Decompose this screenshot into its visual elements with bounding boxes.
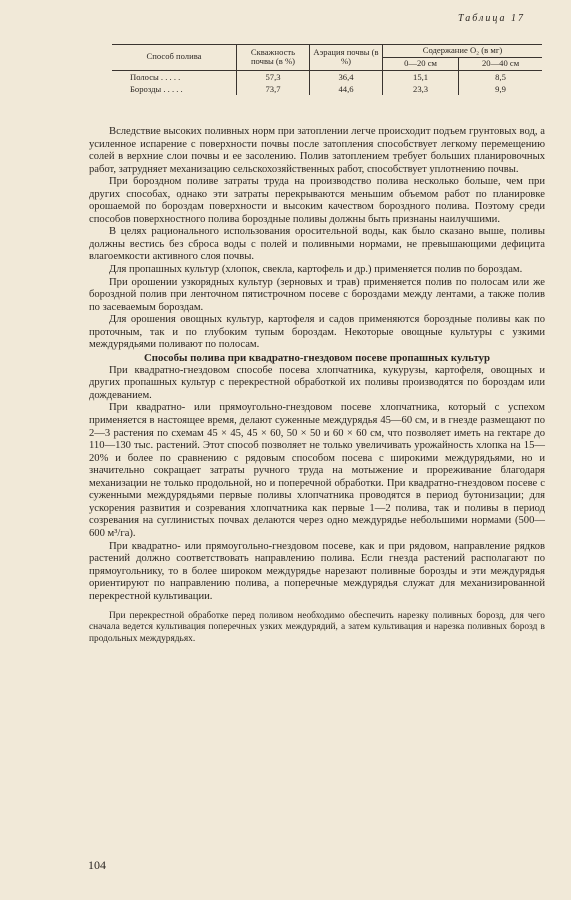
header-aeration: Аэрация почвы (в %) — [310, 45, 383, 71]
row-method: Борозды . . . . . — [130, 83, 183, 94]
table-row — [112, 83, 542, 95]
footnote: При перекрестной обработке перед поливом необходимо обеспечить нарезку поливных борозд, для чего сначала ведется культивация поперечных узких междурядий, а затем культивация и нарезка поливных борозд в продольных междурядьях. — [89, 611, 545, 644]
paragraph: При орошении узкорядных культур (зерновых и трав) применяется полив по полосам или же бороздной полив при ленточном пятистрочном посеве с бороздами между лентами, а также полив по засеваемым бороздам. — [89, 276, 545, 313]
data-table — [112, 44, 542, 95]
table-label: Таблица 17 — [458, 13, 525, 24]
paragraph: Для пропашных культур (хлопок, свекла, картофель и др.) применяется полив по бороздам. — [109, 264, 523, 276]
paragraph: Для орошения овощных культур, картофеля и садов применяются бороздные поливы как по проточным, так и по глубоким тупым бороздам. Некоторые овощные культуры с узкими междурядьями поливают по полосам. — [89, 314, 545, 351]
header-oxygen: Содержание O₂ (в мг) — [383, 45, 543, 58]
paragraph: В целях рационального использования оросительной воды, как было сказано выше, поливы должны вестись без сброса воды с полей и поливными нормами, не превышающими дефицита влагоемкости активного слоя почвы. — [89, 226, 545, 263]
row-o2-depth1: 23,3 — [383, 83, 459, 95]
row-aeration: 44,6 — [310, 83, 383, 95]
row-method: Полосы . . . . . — [130, 71, 181, 82]
header-method: Способ полива — [112, 45, 237, 71]
paragraph: При бороздном поливе затраты труда на производство полива несколько больше, чем при других способах, однако эти затраты перекрываются меньшим объемом работ по планировке орошаемой по бороздам поверхности и высоким качеством бороздного полива. Поэтому среди способов поверхностного полива бороздные поливы должны быть признаны наилучшими. — [89, 176, 545, 225]
paragraph: При квадратно-гнездовом способе посева хлопчатника, кукурузы, картофеля, овощных и других пропашных культур с перекрестной обработкой их поливы производятся по бороздам или дождеванием. — [89, 364, 545, 401]
section-heading: Способы полива при квадратно-гнездовом посеве пропашных культур — [143, 351, 491, 364]
body-text — [89, 126, 545, 645]
row-o2-depth2: 8,5 — [459, 70, 542, 82]
paragraph: При квадратно- или прямоугольно-гнездовом посеве хлопчатника, который с успехом применяется в настоящее время, делают суженные междурядья 45—60 см, и в гнезде размещают по 2—3 растения по схемам 45 × 45, 45 × 60, 50 × 50 и 60 × 60 см, что позволяет иметь на гектаре до 110—130 тыс. растений. Этот способ позволяет не только увеличивать урожайность хлопка на 15—20% и более по сравнению с рядовым способом посева с широкими междурядьями, но и значительно сокращает затраты ручного труда на мотыжение и прореживание благодаря механизации не только продольной, но и поперечной обработки. При квадратно-гнездовом посеве с суженными междурядьями первые поливы хлопчатника проводятся в период бутонизации; для ускорения развития и созревания хлопчатника как первые 1—2 полива, так и поливы в период созревания на суглинистых почвах делаются через одно междурядье небольшими нормами (500—600 м³/га). — [89, 402, 545, 539]
page-number: 104 — [88, 858, 106, 872]
header-depth-2: 20—40 см — [459, 57, 542, 70]
paragraph: При квадратно- или прямоугольно-гнездовом посеве, как и при рядовом, направление рядков растений должно соответствовать направлению полива. Если гнезда растений располагают по прямоугольнику, то в более широком междурядье нарезают поливные борозды и эти междурядья ориентируют по направлению полива, а поперечные междурядья служат для механизированной перекрестной культивации. — [89, 540, 545, 602]
row-porosity: 73,7 — [237, 83, 310, 95]
row-porosity: 57,3 — [237, 70, 310, 82]
table-row — [112, 70, 542, 82]
header-depth-1: 0—20 см — [383, 57, 459, 70]
header-porosity: Скважность почвы (в %) — [237, 45, 310, 71]
row-o2-depth2: 9,9 — [459, 83, 542, 95]
row-aeration: 36,4 — [310, 70, 383, 82]
paragraph: Вследствие высоких поливных норм при затоплении легче происходит подъем грунтовых вод, а усиленное испарение с поверхности почвы после затопления способствует легкому перемещению солей в верхние слои почвы и ее засолению. Полив затоплением требует больших планировочных работ, затрудняет механизацию сельскохозяйственных работ, способствует уплотнению почвы. — [89, 126, 545, 175]
row-o2-depth1: 15,1 — [383, 70, 459, 82]
